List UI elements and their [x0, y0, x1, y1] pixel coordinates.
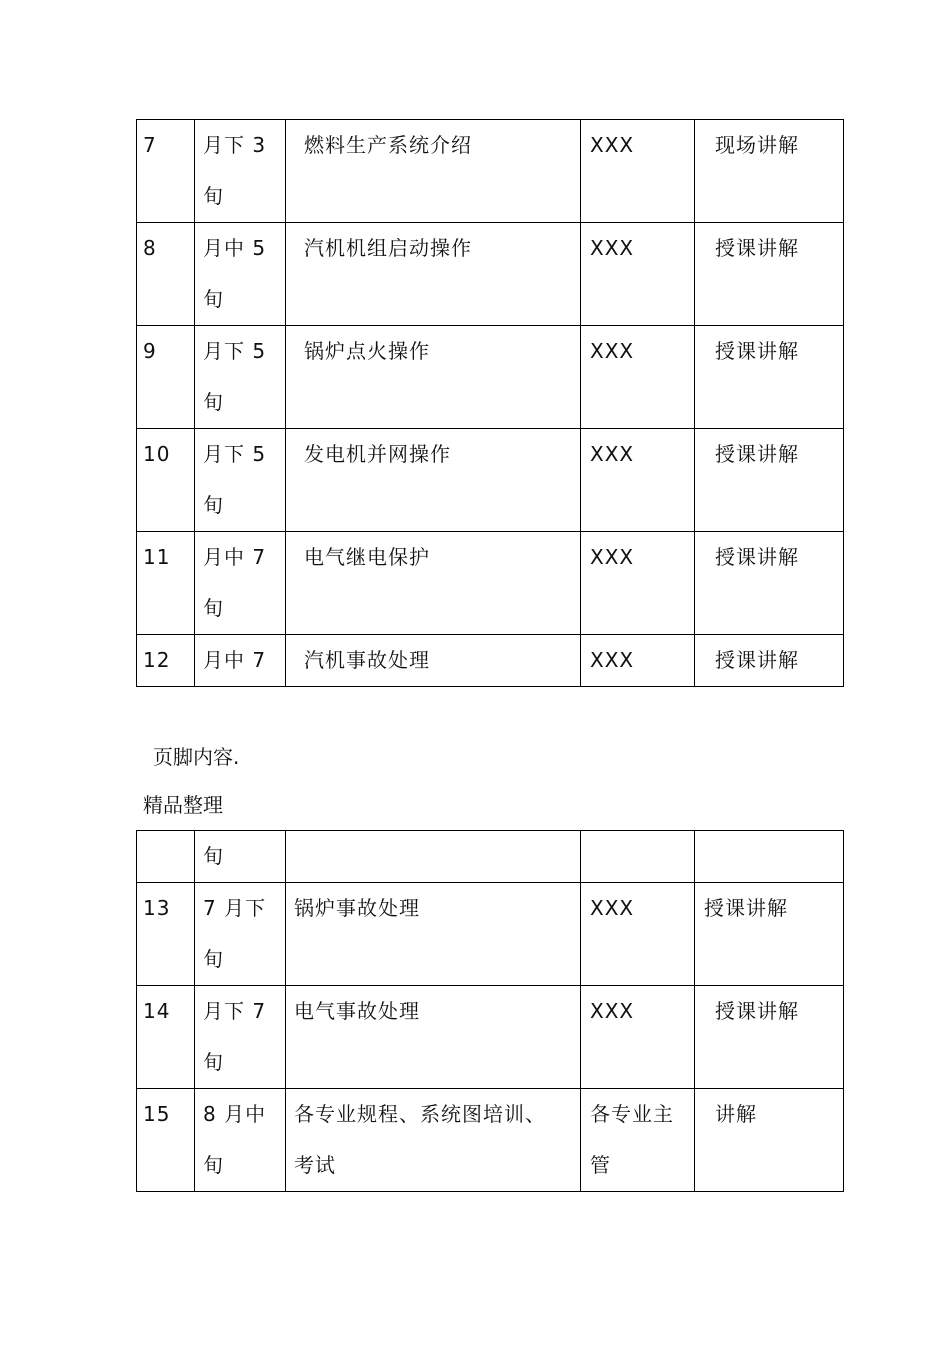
period-cell: [195, 223, 286, 326]
topic-cell: 锅炉点火操作: [286, 326, 581, 429]
period-line: 8 月中: [203, 1102, 267, 1126]
lecturer-cell: [581, 831, 695, 883]
table-row: [137, 326, 844, 429]
topic-cell: 电气继电保护: [286, 532, 581, 635]
period-cell: [195, 532, 286, 635]
period-line: 旬: [203, 1050, 224, 1074]
period-line: 月中 5: [203, 236, 267, 260]
method-cell: 讲解: [695, 1089, 844, 1192]
method-cell: [695, 831, 844, 883]
period-line: 月中 7: [203, 545, 267, 569]
period-cell: [195, 120, 286, 223]
row-number: 9: [137, 326, 195, 429]
table-row: [137, 1089, 844, 1192]
row-number: 15: [137, 1089, 195, 1192]
row-number: 13: [137, 883, 195, 986]
lecturer-cell: XXX: [581, 120, 695, 223]
row-number: 10: [137, 429, 195, 532]
table-row: [137, 429, 844, 532]
lecturer-cell: XXX: [581, 532, 695, 635]
topic-cell: 锅炉事故处理: [286, 883, 581, 986]
topic-cell: 汽机事故处理: [286, 635, 581, 687]
period-line: 旬: [203, 184, 224, 208]
row-number: 14: [137, 986, 195, 1089]
table-row: [137, 120, 844, 223]
period-cell: [195, 429, 286, 532]
method-cell: 现场讲解: [695, 120, 844, 223]
period-cell: [195, 635, 286, 687]
training-schedule-table-top: [136, 119, 844, 687]
lecturer-line: 管: [590, 1153, 611, 1177]
topic-cell: 发电机并网操作: [286, 429, 581, 532]
lecturer-cell: [581, 1089, 695, 1192]
period-line: 旬: [203, 947, 224, 971]
period-cell: [195, 326, 286, 429]
method-cell: 授课讲解: [695, 429, 844, 532]
row-number: 11: [137, 532, 195, 635]
period-line: 旬: [203, 596, 224, 620]
row-number: [137, 831, 195, 883]
period-line: 7 月下: [203, 896, 267, 920]
method-cell: 授课讲解: [695, 883, 844, 986]
table-row: [137, 223, 844, 326]
period-line: 月下 5: [203, 339, 267, 363]
page-footer-text: 页脚内容.: [153, 745, 240, 769]
row-number: 12: [137, 635, 195, 687]
period-cell: [195, 1089, 286, 1192]
period-line: 月中 7: [203, 648, 267, 672]
lecturer-cell: XXX: [581, 223, 695, 326]
topic-cell: [286, 831, 581, 883]
table-row: [137, 986, 844, 1089]
row-number: 7: [137, 120, 195, 223]
table-row-continuation: [137, 831, 844, 883]
table-row: [137, 635, 844, 687]
topic-cell: 电气事故处理: [286, 986, 581, 1089]
period-line: 旬: [203, 493, 224, 517]
period-cell: [195, 883, 286, 986]
method-cell: 授课讲解: [695, 532, 844, 635]
quality-label: 精品整理: [143, 793, 223, 817]
training-schedule-table-bottom: [136, 830, 844, 1192]
period-line: 旬: [203, 390, 224, 414]
topic-cell: 汽机机组启动操作: [286, 223, 581, 326]
method-cell: 授课讲解: [695, 326, 844, 429]
period-line: 月下 7: [203, 999, 267, 1023]
method-cell: 授课讲解: [695, 223, 844, 326]
table-row: [137, 532, 844, 635]
topic-line: 考试: [294, 1153, 336, 1177]
period-line: 月下 3: [203, 133, 267, 157]
row-number: 8: [137, 223, 195, 326]
lecturer-cell: XXX: [581, 986, 695, 1089]
method-cell: 授课讲解: [695, 635, 844, 687]
lecturer-cell: XXX: [581, 635, 695, 687]
table-row: [137, 883, 844, 986]
period-cell: [195, 986, 286, 1089]
lecturer-cell: XXX: [581, 883, 695, 986]
topic-line: 各专业规程、系统图培训、: [294, 1102, 546, 1126]
lecturer-cell: XXX: [581, 429, 695, 532]
period-line: 旬: [203, 1153, 224, 1177]
period-cell: 旬: [195, 831, 286, 883]
lecturer-cell: XXX: [581, 326, 695, 429]
period-line: 月下 5: [203, 442, 267, 466]
period-line: 旬: [203, 287, 224, 311]
lecturer-line: 各专业主: [590, 1102, 674, 1126]
topic-cell: 燃料生产系统介绍: [286, 120, 581, 223]
topic-cell: [286, 1089, 581, 1192]
method-cell: 授课讲解: [695, 986, 844, 1089]
